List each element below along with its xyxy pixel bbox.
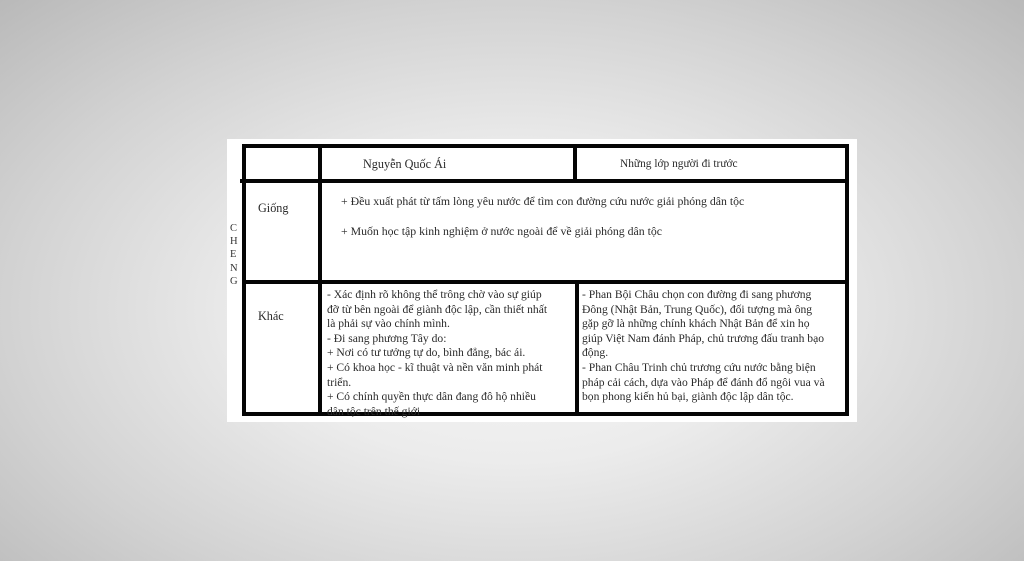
row-divider <box>243 280 848 284</box>
nguyen-quoc-ai-differences <box>327 288 572 419</box>
text-line: giúp Việt Nam đánh Pháp, chủ trương đấu tranh bạo <box>582 331 825 345</box>
side-letter: E <box>230 249 237 261</box>
text-line: + Có khoa học - kĩ thuật và nền văn minh phát <box>327 360 543 374</box>
table-left-border <box>242 144 246 416</box>
side-letter: C <box>230 223 238 234</box>
text-line: - Xác định rõ không thể trông chờ vào sự giúp <box>327 288 542 301</box>
khac-column-divider <box>575 280 579 416</box>
header-predecessors: Những lớp người đi trước <box>620 158 738 170</box>
row-label-khac: Khác <box>258 309 284 323</box>
side-letter: G <box>230 275 238 287</box>
text-line: + Nơi có tư tưởng tự do, bình đẳng, bác ái. <box>327 346 526 360</box>
side-margin-letters <box>230 222 238 288</box>
text-line: - Phan Châu Trinh chủ trương cứu nước bằng biện <box>582 360 816 374</box>
header-nguyen-quoc-ai: Nguyễn Quốc Ái <box>363 157 447 171</box>
text-line: pháp cải cách, dựa vào Pháp để đánh đổ ngôi vua và <box>582 375 825 389</box>
text-line: đỡ từ bên ngoài để giành độc lập, cần thiết nhất <box>327 302 548 316</box>
side-letter: H <box>230 236 238 248</box>
table-top-border <box>243 144 848 148</box>
text-line: dân tộc trên thế giới <box>327 404 421 418</box>
header-column-divider <box>573 144 577 183</box>
predecessors-differences <box>582 288 844 405</box>
text-line: gặp gỡ là những chính khách Nhật Bản để xin họ <box>582 317 810 331</box>
table-right-border <box>845 144 849 416</box>
text-line: là phải sự vào chính mình. <box>327 317 450 331</box>
similarity-point: + Muốn học tập kinh nghiệm ở nước ngoài để về giải phóng dân tộc <box>341 224 663 238</box>
text-line: + Có chính quyền thực dân đang đô hộ nhiều <box>327 390 536 404</box>
text-line: Đông (Nhật Bản, Trung Quốc), đối tượng mà ông <box>582 302 813 316</box>
text-line: triển. <box>327 375 352 389</box>
text-line: - Đi sang phương Tây do: <box>327 331 447 345</box>
text-line: bọn phong kiến hủ bại, giành độc lập dân tộc. <box>582 390 794 404</box>
row-label-giong: Giống <box>258 201 289 215</box>
label-column-divider <box>318 144 322 416</box>
side-letter: N <box>230 262 238 274</box>
text-line: động. <box>582 346 609 360</box>
similarity-point: + Đều xuất phát từ tấm lòng yêu nước để tìm con đường cứu nước giải phóng dân tộc <box>341 194 745 208</box>
text-line: - Phan Bội Châu chọn con đường đi sang phương <box>582 288 812 301</box>
header-bottom-border <box>240 179 848 183</box>
